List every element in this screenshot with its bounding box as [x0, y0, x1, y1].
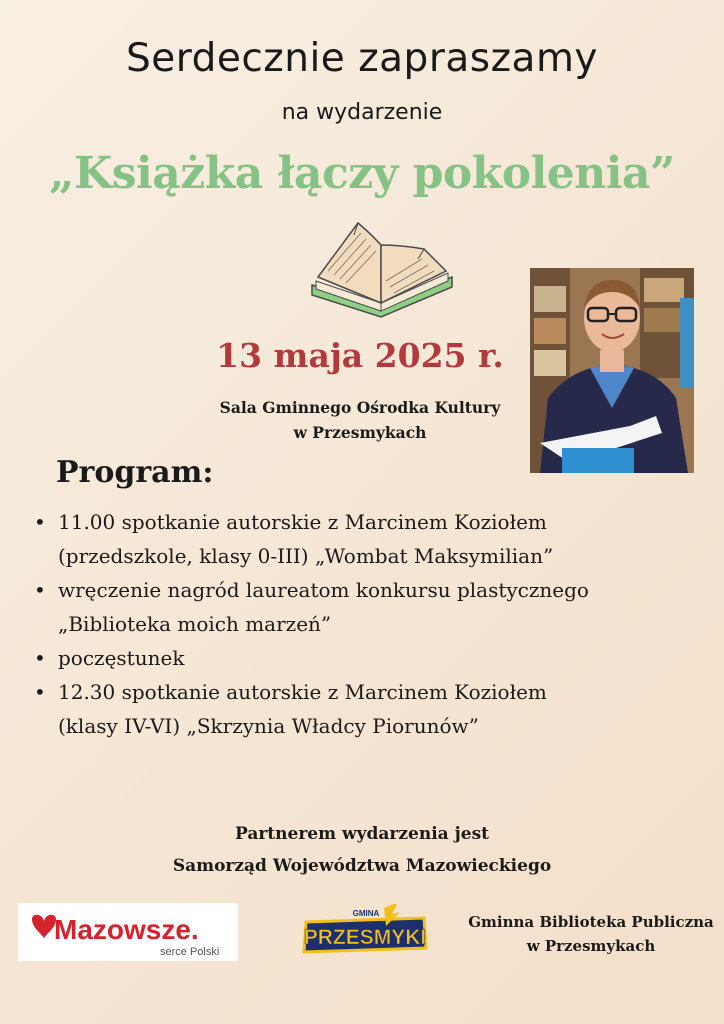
program-item: • 12.30 spotkanie autorskie z Marcinem Koziołem [30, 675, 710, 709]
venue-line: Sala Gminnego Ośrodka Kultury [219, 398, 501, 417]
library-name [466, 910, 716, 958]
event-venue [200, 395, 520, 445]
library-line: Gminna Biblioteka Publiczna [468, 913, 714, 931]
przesmyki-logo [300, 904, 430, 962]
event-title: „Książka łączy pokolenia” [49, 148, 675, 199]
subline: na wydarzenie [281, 100, 443, 125]
partner-line: Partnerem wydarzenia jest [235, 824, 489, 844]
program-item: • wręczenie nagród laureatom konkursu plastycznego [30, 573, 710, 607]
mazowsze-tagline: serce Polski [160, 946, 220, 958]
partner-info [0, 818, 724, 882]
przesmyki-wordmark: PRZESMYKI [303, 926, 427, 949]
partner-line: Samorząd Województwa Mazowieckiego [172, 856, 552, 876]
program-heading: Program: [56, 455, 214, 490]
mazowsze-wordmark: Mazowsze. [54, 914, 199, 945]
open-book-icon [306, 215, 456, 325]
heart-icon [32, 915, 56, 939]
library-line: w Przesmykach [526, 937, 656, 955]
przesmyki-small-label: GMINA [352, 909, 380, 918]
program-item-continuation: (klasy IV-VI) „Skrzynia Władcy Piorunów” [58, 714, 479, 738]
program-list [30, 505, 710, 743]
program-item-continuation: „Biblioteka moich marzeń” [58, 612, 332, 636]
author-photo [530, 268, 694, 473]
author-photo-image [530, 268, 694, 473]
headline: Serdecznie zapraszamy [125, 36, 599, 81]
program-item: • 11.00 spotkanie autorskie z Marcinem Koziołem [30, 505, 710, 539]
mazowsze-logo [18, 903, 238, 961]
venue-line: w Przesmykach [293, 423, 427, 442]
event-date: 13 maja 2025 r. [216, 336, 504, 375]
program-item: • poczęstunek [30, 641, 710, 675]
program-item-continuation: (przedszkole, klasy 0-III) „Wombat Maksymilian” [58, 544, 554, 568]
